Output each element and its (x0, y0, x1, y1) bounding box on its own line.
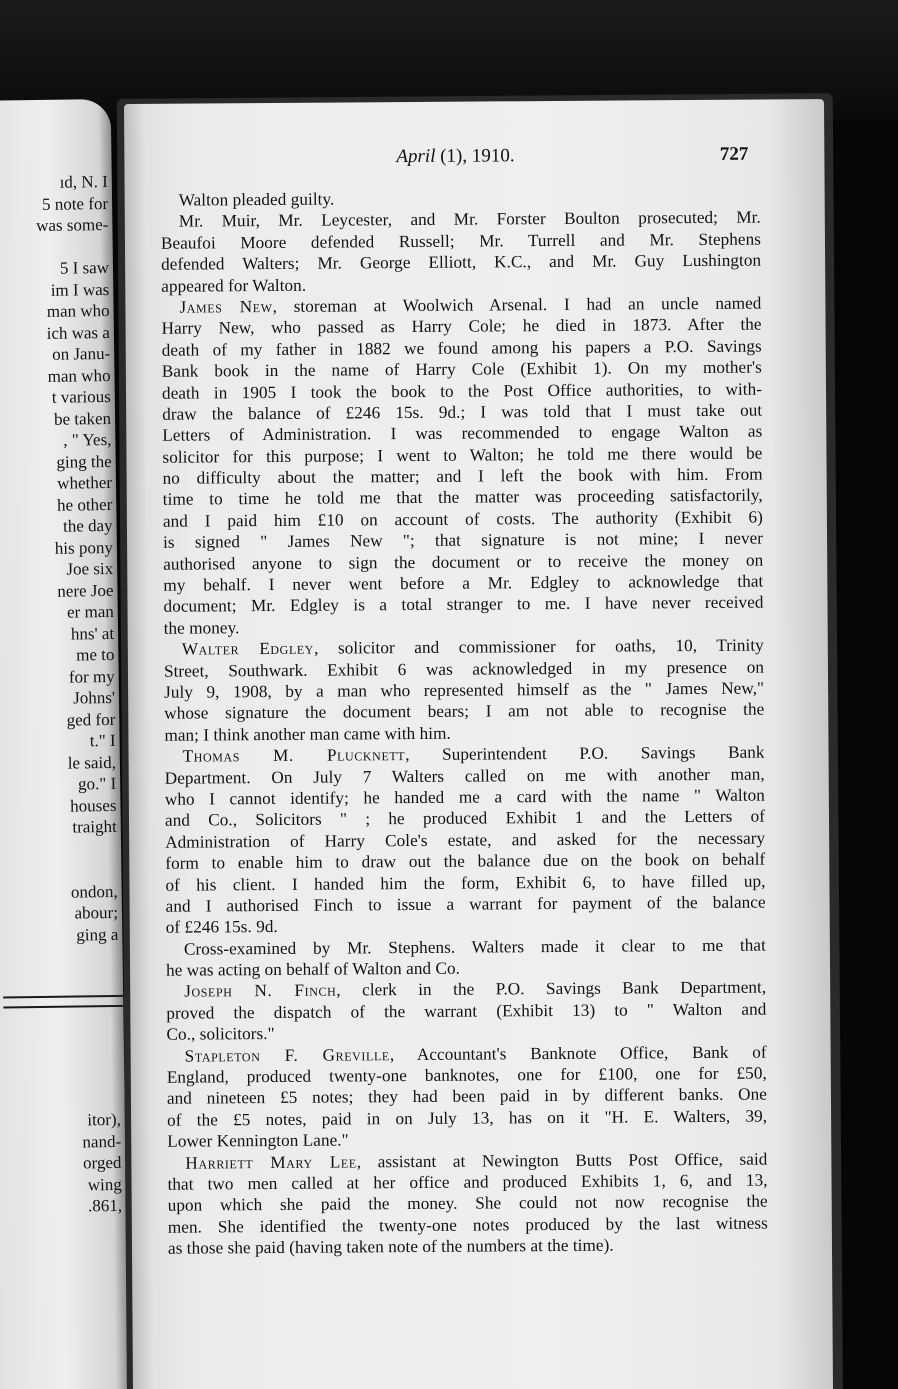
left-page-fragment: orged (82, 1152, 122, 1173)
line-text: July 9, 1908, by a man who represented himself as the " James New," (164, 678, 765, 702)
left-page-fragment: im I was (50, 279, 110, 300)
witness-name: Joseph N. Finch (184, 980, 337, 1002)
line-text: defended Walters; Mr. George Elliott, K.C., and Mr. Guy Lushington (161, 250, 762, 274)
left-page-fragment (1, 837, 117, 860)
line-text: and nineteen £5 notes; they had been paid in by different banks. One (166, 1084, 767, 1109)
text-line (168, 1234, 768, 1260)
text-line (166, 934, 766, 960)
line-text: upon which she paid the money. She could not now recognise the (167, 1191, 768, 1216)
line-text: and I paid him £10 on account of costs. The authority (Exhibit 6) (162, 507, 763, 531)
left-page-fragment: be taken (53, 408, 112, 429)
line-text: the money. (163, 618, 240, 638)
left-page-fragment: ging a (76, 924, 119, 945)
line-text: Lower Kennington Lane." (167, 1130, 349, 1151)
left-page-fragment: itor), (87, 1109, 122, 1130)
text-line (166, 891, 766, 917)
line-text: , solicitor and commissioner for oaths, 10, Trinity (313, 635, 764, 658)
line-text: Co., solicitors." (166, 1024, 275, 1044)
running-header (124, 143, 824, 174)
text-line (164, 699, 764, 725)
header-date-rest: (1), 1910. (435, 145, 515, 167)
text-line (167, 1105, 767, 1131)
line-text: and I authorised Finch to issue a warrant for payment of the balance (165, 892, 766, 916)
left-page-fragment: the day (62, 515, 113, 536)
left-page-fragment: nand- (82, 1131, 122, 1151)
line-text: and Co., Solicitors " ; he produced Exhibit 1 and the Letters of (164, 806, 766, 831)
left-page-fragment: ging the (56, 451, 112, 472)
line-text: Letters of Administration. I was recommended to engage Walton as (162, 421, 763, 446)
left-page-fragment: whether (57, 472, 113, 493)
left-page-fragment: le said, (67, 752, 117, 773)
line-text: time to time he told me that the matter was proceeding satisfactorily, (162, 486, 763, 510)
page-number: 727 (719, 143, 749, 165)
line-text: document; Mr. Edgley is a total stranger to me. I have never received (163, 592, 764, 617)
left-page-fragment: go." I (77, 773, 117, 794)
line-text: who I cannot identify; he handed me a card with the name " Walton (164, 785, 765, 809)
left-page-fragment: me to (76, 644, 115, 665)
line-text: Harry New, who passed as Harry Cole; he died in 1873. After the (161, 314, 762, 339)
line-text: , clerk in the P.O. Savings Bank Department, (336, 977, 767, 1000)
left-page-fragment: t various (51, 386, 111, 407)
running-header-date (396, 145, 514, 168)
line-text: men. She identified the twenty-one notes produced by the last witness (167, 1213, 768, 1237)
line-text: man; I think another man came with him. (164, 723, 451, 745)
witness-name: Harriett Mary Lee (185, 1151, 357, 1173)
line-text: he was acting on behalf of Walton and Co. (165, 958, 461, 980)
left-page-fragment: nere Joe (57, 580, 114, 601)
line-text: draw the balance of £246 15s. 9d.; I was told that I must take out (162, 400, 763, 424)
line-text: of the £5 notes, paid in on July 13, has on it "H. E. Walters, 39, (167, 1106, 768, 1130)
header-month: April (396, 145, 436, 168)
left-page-fragment: was some- (36, 214, 109, 235)
line-text: England, produced twenty-one banknotes, one for £100, one for £50, (166, 1063, 767, 1087)
left-page-fragment: he other (56, 494, 113, 515)
line-text: Mr. Muir, Mr. Leycester, and Mr. Forster Boulton prosecuted; Mr. (178, 207, 761, 232)
line-text: of £246 15s. 9d. (165, 917, 278, 938)
left-page-fragment: abour; (74, 902, 119, 923)
left-page-fragment: traight (72, 816, 117, 837)
left-page-fragment: t." I (89, 730, 116, 751)
left-page-fragment: ondon, (70, 881, 118, 902)
line-text: solicitor for this purpose; I went to Walton; he told me there would be (162, 443, 763, 467)
left-page-fragment: for my (68, 666, 115, 687)
left-page-fragment (1, 859, 117, 882)
witness-name: James New (179, 296, 273, 317)
witness-name: Stapleton F. Greville (184, 1044, 390, 1066)
line-text: Department. On July 7 Walters called on me with another man, (164, 764, 765, 788)
line-text: Administration of Harry Cole's estate, and asked for the necessary (165, 828, 766, 852)
line-text: authorised anyone to sign the document or to receive the money on (163, 550, 764, 574)
left-page-fragment: man who (47, 365, 111, 386)
text-line (161, 250, 761, 276)
line-text: death in 1905 I took the book to the Post Office authorities, to with- (161, 379, 763, 403)
line-text: Bank book in the name of Harry Cole (Exhibit 1). On my mother's (161, 357, 762, 381)
page-body-text (161, 186, 768, 1260)
left-page-fragment: houses (70, 795, 117, 816)
line-text: Beaufoi Moore defended Russell; Mr. Turrell and Mr. Stephens (160, 229, 762, 253)
left-page-fragment: 5 note for (41, 193, 109, 214)
left-page-fragment: 5 I saw (59, 257, 110, 278)
text-line (163, 592, 763, 618)
left-page-fragment: man who (46, 300, 110, 321)
line-text: Cross-examined by Mr. Stephens. Walters made it clear to me that (183, 935, 766, 959)
text-line (166, 998, 766, 1024)
left-page-text-fragments-lower (5, 1109, 122, 1218)
line-text: whose signature the document bears; I am not able to recognise the (164, 699, 765, 724)
left-page-fragment: er man (66, 601, 114, 622)
left-page-text-fragments (0, 171, 118, 947)
left-page-fragment: Johns' (73, 687, 116, 708)
line-text: my behalf. I never went before a Mr. Edgley to acknowledge that (163, 571, 764, 595)
left-page-fragment: on Janu- (51, 343, 111, 364)
left-page-fragment: ich was a (46, 322, 111, 343)
left-page-fragment: , " Yes, (63, 429, 112, 450)
left-page-fragment: ıd, N. I (59, 171, 108, 192)
line-text: proved the dispatch of the warrant (Exhibit 13) to " Walton and (166, 999, 767, 1023)
line-text: , storeman at Woolwich Arsenal. I had an uncle named (272, 293, 762, 316)
left-page (0, 99, 129, 1389)
left-page-fragment: wing (87, 1174, 122, 1194)
line-text: as those she paid (having taken note of the numbers at the time). (167, 1235, 614, 1258)
line-text: appeared for Walton. (161, 275, 307, 296)
line-text: is signed " James New "; that signature is not mine; I never (162, 528, 764, 552)
left-page-fragment: ged for (66, 709, 116, 730)
line-text: death of my father in 1882 we found among his papers a P.O. Savings (161, 336, 762, 360)
left-page-fragment: hns' at (70, 623, 115, 644)
line-text: Walton pleaded guilty. (178, 189, 335, 210)
line-text: no difficulty about the matter; and I left the book with him. From (162, 464, 763, 488)
witness-name: Thomas M. Plucknett (182, 745, 406, 766)
line-text: form to enable him to draw out the balance due on the book on behalf (165, 849, 766, 873)
left-page-fragment: Joe six (66, 558, 114, 579)
right-page (124, 99, 833, 1389)
left-page-fragment (0, 235, 109, 258)
line-text: of his client. I handed him the form, Exhibit 6, to have filled up, (165, 871, 766, 895)
witness-name: Walter Edgley (181, 638, 315, 659)
line-text: , Accountant's Banknote Office, Bank of (389, 1042, 767, 1064)
text-line (168, 1212, 768, 1238)
line-text: , Superintendent P.O. Savings Bank (405, 742, 765, 765)
left-page-fragment: his pony (54, 537, 114, 558)
line-text: that two men called at her office and produced Exhibits 1, 6, and 13, (167, 1170, 768, 1194)
line-text: , assistant at Newington Butts Post Office, said (356, 1149, 768, 1171)
line-text: Street, Southwark. Exhibit 6 was acknowledged in my presence on (163, 657, 765, 681)
left-page-double-rule (3, 995, 123, 1009)
left-page-fragment: .861, (87, 1195, 123, 1216)
